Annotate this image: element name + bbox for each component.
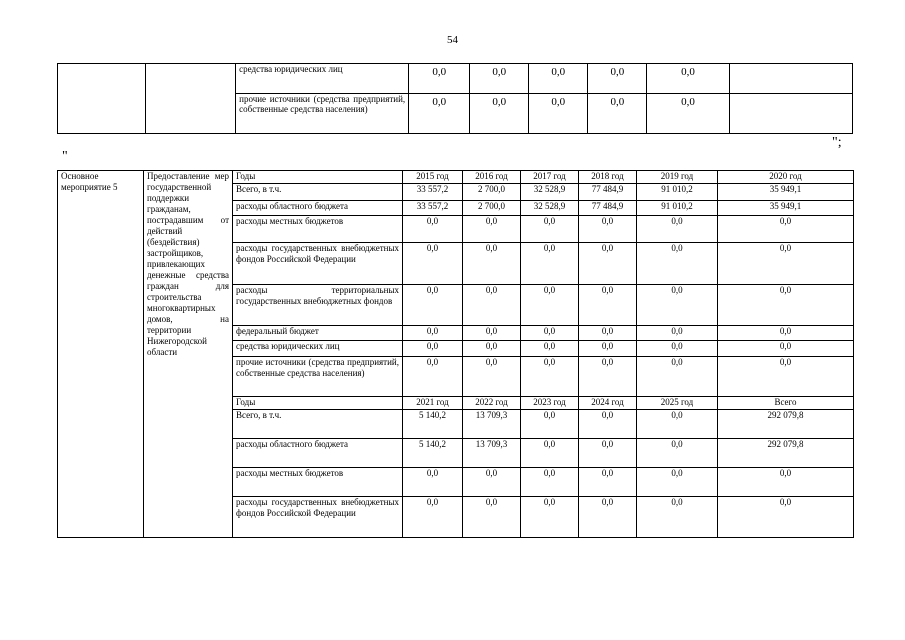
empty-description-cell — [145, 64, 236, 134]
value-cell: 0,0 — [463, 216, 521, 243]
value-cell: 5 140,2 — [403, 410, 463, 439]
value-cell: 0,0 — [521, 410, 579, 439]
value-cell: 0,0 — [521, 439, 579, 468]
years-label: Годы — [233, 397, 403, 410]
years-label: Годы — [233, 171, 403, 184]
year-header: 2021 год — [403, 397, 463, 410]
row-label: средства юридических лиц — [233, 341, 403, 357]
value-cell: 0,0 — [529, 94, 588, 134]
value-cell: 35 949,1 — [718, 184, 854, 201]
year-header: 2016 год — [463, 171, 521, 184]
value-cell: 77 484,9 — [579, 184, 637, 201]
value-cell: 0,0 — [403, 285, 463, 326]
value-cell: 5 140,2 — [403, 439, 463, 468]
value-cell: 0,0 — [529, 64, 588, 94]
value-cell: 0,0 — [521, 357, 579, 397]
measure-description: Предоставление мер государственной поддержки гражданам, пострадавшим от действий (бездействия) застройщиков, привлекающих денежные средства граждан для строительства многоквартирных домов, на территории Нижегородской области — [144, 171, 233, 538]
year-header: 2022 год — [463, 397, 521, 410]
row-label: Всего, в т.ч. — [233, 410, 403, 439]
value-cell: 0,0 — [463, 326, 521, 341]
continuation-table — [57, 63, 853, 134]
value-cell: 0,0 — [403, 216, 463, 243]
value-cell: 0,0 — [463, 243, 521, 285]
year-header: 2017 год — [521, 171, 579, 184]
value-cell: 0,0 — [579, 341, 637, 357]
value-cell: 32 528,9 — [521, 201, 579, 216]
value-cell: 0,0 — [718, 497, 854, 538]
value-cell: 0,0 — [718, 326, 854, 341]
value-cell: 0,0 — [579, 216, 637, 243]
row-label: прочие источники (средства предприятий, собственные средства населения) — [233, 357, 403, 397]
year-header: Всего — [718, 397, 854, 410]
value-cell: 0,0 — [637, 468, 718, 497]
measure-funding-table — [57, 170, 854, 538]
row-label: федеральный бюджет — [233, 326, 403, 341]
value-cell: 0,0 — [579, 468, 637, 497]
value-cell: 0,0 — [521, 497, 579, 538]
value-cell: 0,0 — [637, 439, 718, 468]
row-label: расходы областного бюджета — [233, 439, 403, 468]
row-label: Всего, в т.ч. — [233, 184, 403, 201]
value-cell: 13 709,3 — [463, 439, 521, 468]
value-cell: 0,0 — [579, 439, 637, 468]
value-cell: 0,0 — [470, 64, 529, 94]
value-cell: 35 949,1 — [718, 201, 854, 216]
opening-quote-mark: " — [62, 149, 68, 164]
value-cell: 0,0 — [521, 341, 579, 357]
value-cell: 0,0 — [637, 497, 718, 538]
value-cell: 0,0 — [718, 357, 854, 397]
value-cell: 0,0 — [521, 468, 579, 497]
value-cell: 0,0 — [718, 243, 854, 285]
value-cell: 91 010,2 — [637, 201, 718, 216]
row-label: расходы местных бюджетов — [233, 468, 403, 497]
value-cell: 0,0 — [579, 357, 637, 397]
year-header: 2024 год — [579, 397, 637, 410]
value-cell: 292 079,8 — [718, 439, 854, 468]
value-cell: 2 700,0 — [463, 184, 521, 201]
value-cell: 77 484,9 — [579, 201, 637, 216]
value-cell: 0,0 — [637, 410, 718, 439]
value-cell: 0,0 — [409, 64, 470, 94]
value-cell: 0,0 — [579, 326, 637, 341]
value-cell: 0,0 — [521, 326, 579, 341]
value-cell: 0,0 — [637, 243, 718, 285]
value-cell: 0,0 — [521, 285, 579, 326]
value-cell: 0,0 — [579, 243, 637, 285]
year-header-row — [58, 171, 854, 184]
value-cell: 0,0 — [403, 357, 463, 397]
row-label: прочие источники (средства предприятий, собственные средства населения) — [236, 94, 409, 134]
value-cell: 0,0 — [463, 285, 521, 326]
value-cell: 32 528,9 — [521, 184, 579, 201]
value-cell: 91 010,2 — [637, 184, 718, 201]
value-cell: 0,0 — [579, 285, 637, 326]
value-cell: 0,0 — [403, 468, 463, 497]
value-cell: 2 700,0 — [463, 201, 521, 216]
value-cell: 0,0 — [463, 468, 521, 497]
value-cell: 292 079,8 — [718, 410, 854, 439]
value-cell: 0,0 — [579, 410, 637, 439]
row-label: расходы местных бюджетов — [233, 216, 403, 243]
year-header: 2018 год — [579, 171, 637, 184]
row-label: расходы государственных внебюджетных фондов Российской Федерации — [233, 497, 403, 538]
value-cell: 0,0 — [463, 497, 521, 538]
value-cell: 0,0 — [647, 64, 729, 94]
year-header: 2025 год — [637, 397, 718, 410]
row-label: расходы государственных внебюджетных фондов Российской Федерации — [233, 243, 403, 285]
value-cell: 13 709,3 — [463, 410, 521, 439]
value-cell: 0,0 — [637, 216, 718, 243]
value-cell: 0,0 — [403, 341, 463, 357]
value-cell: 0,0 — [637, 326, 718, 341]
closing-quote-mark: "; — [832, 135, 842, 150]
page-number: 54 — [447, 34, 458, 46]
row-label: расходы областного бюджета — [233, 201, 403, 216]
value-cell: 0,0 — [403, 497, 463, 538]
year-header: 2023 год — [521, 397, 579, 410]
value-cell: 0,0 — [521, 216, 579, 243]
value-cell: 33 557,2 — [403, 201, 463, 216]
value-cell: 0,0 — [409, 94, 470, 134]
value-cell: 0,0 — [637, 341, 718, 357]
value-cell: 0,0 — [588, 94, 647, 134]
row-label: расходы территориальных государственных внебюджетных фондов — [233, 285, 403, 326]
value-cell: 0,0 — [521, 243, 579, 285]
value-cell: 0,0 — [403, 243, 463, 285]
value-cell: 0,0 — [718, 468, 854, 497]
value-cell: 33 557,2 — [403, 184, 463, 201]
row-label: средства юридических лиц — [236, 64, 409, 94]
value-cell — [729, 64, 852, 94]
value-cell: 0,0 — [647, 94, 729, 134]
value-cell: 0,0 — [403, 326, 463, 341]
value-cell: 0,0 — [470, 94, 529, 134]
value-cell: 0,0 — [463, 341, 521, 357]
value-cell — [729, 94, 852, 134]
value-cell: 0,0 — [588, 64, 647, 94]
year-header: 2020 год — [718, 171, 854, 184]
value-cell: 0,0 — [718, 285, 854, 326]
value-cell: 0,0 — [579, 497, 637, 538]
value-cell: 0,0 — [637, 357, 718, 397]
table-row — [58, 64, 853, 94]
empty-measure-cell — [58, 64, 146, 134]
measure-name: Основное мероприятие 5 — [58, 171, 144, 538]
value-cell: 0,0 — [637, 285, 718, 326]
value-cell: 0,0 — [463, 357, 521, 397]
value-cell: 0,0 — [718, 341, 854, 357]
year-header: 2015 год — [403, 171, 463, 184]
year-header: 2019 год — [637, 171, 718, 184]
value-cell: 0,0 — [718, 216, 854, 243]
